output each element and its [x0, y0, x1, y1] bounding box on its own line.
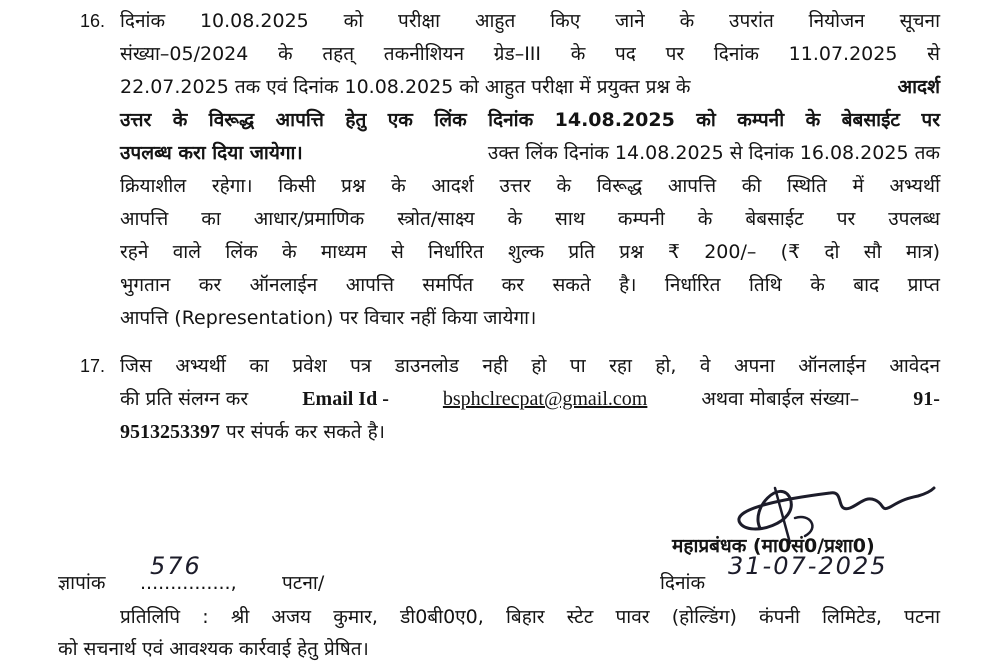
copy-line-1: प्रतिलिपि : श्री अजय कुमार, डी0बी0ए0, बिहार स्टेट पावर (होल्डिंग) कंपनी लिमिटेड, पटना: [120, 606, 940, 628]
item-17-line-1: जिस अभ्यर्थी का प्रवेश पत्र डाउनलोड नही हो पा रहा हो, वे अपना ऑनलाईन आवेदन: [120, 355, 940, 377]
item-17-line-3-post: पर संपर्क कर सकते है।: [226, 421, 385, 443]
date-label: दिनांक: [660, 572, 706, 594]
item-17-line-2: [120, 386, 940, 412]
phone-start: 91-: [913, 388, 940, 410]
item-16-line-4: उत्तर के विरूद्ध आपत्ति हेतु एक लिंक दिनांक 14.08.2025 को कम्पनी के बेबसाईट पर: [120, 109, 940, 131]
phone-end: 9513253397: [120, 421, 220, 443]
item-16-line-7: आपत्ति का आधार/प्रमाणिक स्त्रोत/साक्ष्य के साथ कम्पनी के बेबसाईट पर उपलब्ध: [120, 208, 940, 230]
date-value: 31-07-2025: [728, 552, 888, 580]
memo-dots: ...............,: [140, 572, 237, 594]
item-16-line-5: [120, 140, 940, 166]
item-17-line-2-pre: की प्रति संलग्न कर: [120, 388, 249, 410]
city-label: पटना/: [282, 572, 325, 594]
memo-label: ज्ञापांक: [58, 572, 106, 594]
item-16-line-8: रहने वाले लिंक के माध्यम से निर्धारित शुल्क प्रति प्रश्न ₹ 200/– (₹ दो सौ मात्र): [120, 241, 940, 263]
email-link[interactable]: bsphclrecpat@gmail.com: [442, 388, 648, 410]
item-16-line-9: भुगतान कर ऑनलाईन आपत्ति समर्पित कर सकते है। निर्धारित तिथि के बाद प्राप्त: [120, 274, 940, 296]
item-16-line-1: दिनांक 10.08.2025 को परीक्षा आहुत किए जाने के उपरांत नियोजन सूचना: [120, 10, 940, 32]
signatory-designation: महाप्रबंधक (मा0सं0/प्रशा0): [672, 535, 875, 557]
item-16-line-3: [120, 74, 940, 100]
item-16-number: 16.: [80, 11, 106, 31]
item-16-line-3-bold: आदर्श: [897, 76, 940, 98]
item-16-line-6: क्रियाशील रहेगा। किसी प्रश्न के आदर्श उत्तर के विरूद्ध आपत्ति की स्थिति में अभ्यर्थी: [120, 175, 940, 197]
item-17-line-2-post: अथवा मोबाईल संख्या–: [701, 388, 860, 410]
item-17-line-3: [120, 419, 385, 445]
copy-line-2: को सचनार्थ एवं आवश्यक कार्रवाई हेतु प्रेषित।: [58, 638, 369, 660]
item-16-line-5-tail: उक्त लिंक दिनांक 14.08.2025 से दिनांक 16.08.2025 तक: [487, 142, 940, 164]
item-16-line-10: आपत्ति (Representation) पर विचार नहीं किया जायेगा।: [120, 307, 537, 329]
item-16-line-3-text: 22.07.2025 तक एवं दिनांक 10.08.2025 को आहुत परीक्षा में प्रयुक्त प्रश्न के: [120, 76, 691, 98]
memo-number: 576: [150, 552, 202, 580]
item-17-number: 17.: [80, 356, 106, 376]
item-16-line-2: संख्या–05/2024 के तहत् तकनीशियन ग्रेड–III के पद पर दिनांक 11.07.2025 से: [120, 43, 940, 65]
item-16-line-5-bold: उपलब्ध करा दिया जायेगा।: [120, 142, 303, 164]
email-label: Email Id -: [302, 388, 389, 410]
